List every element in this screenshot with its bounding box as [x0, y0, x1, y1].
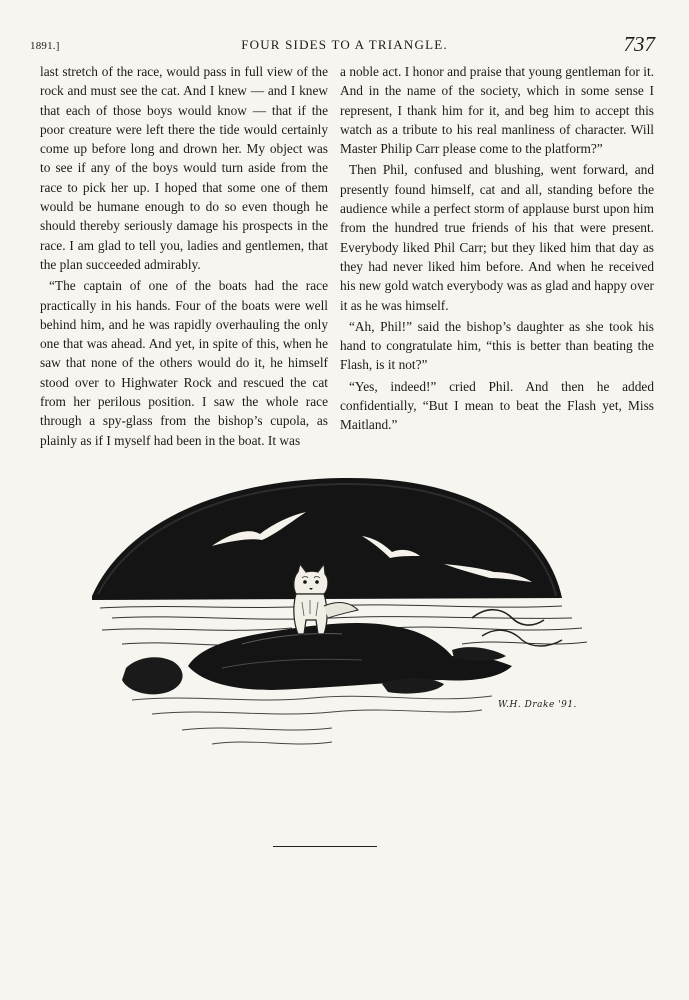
header-title: FOUR SIDES TO A TRIANGLE.: [241, 37, 448, 52]
rock: [122, 657, 183, 694]
left-column: [40, 62, 328, 452]
running-header: [30, 32, 659, 58]
paragraph: “The captain of one of the boats had the race practically in his hands. Four of the boats were well behind him, and he was rapidly overhauling the only one that was ahead. And yet, in spite of this, when he saw that none of the others would do it, he himself stood over to Highwater Rock and rescued the cat from her perilous position. I saw the whole race through a spy-glass from the bishop’s cupola, as plainly as if I myself had been in the boat. It was: [40, 278, 328, 448]
paragraph: “Yes, indeed!” cried Phil. And then he added confidentially, “But I mean to beat the Flash yet, Miss Maitland.”: [340, 378, 654, 433]
paragraph: Then Phil, confused and blushing, went forward, and presently found himself, cat and all, standing before the audience while a perfect storm of applause burst upon him from the hundred true friends of his that were present. Everybody liked Phil Carr; but they liked him that day as they had never liked him before. And when he received his new gold watch everybody was as glad and happy over it as he was himself.: [340, 162, 654, 313]
section-divider: [273, 846, 377, 847]
page-number: 737: [623, 32, 655, 56]
right-column: [340, 62, 654, 437]
rock: [452, 647, 506, 661]
cat-on-rock-illustration: [92, 468, 592, 758]
header-year: 1891.]: [30, 40, 60, 52]
paragraph: last stretch of the race, would pass in full view of the rock and must see the cat. And I knew — and I knew that each of those boys would know — that if the poor creature were left there the tide would certainly come up before long and drown her. My object was to see if any of the boys would turn aside from the race to pick her up. I hoped that some one of them would be humane enough to do so even though he should thereby seriously damage his prospects in the race. I am glad to tell you, ladies and gentlemen, that the plan succeeded admirably.: [40, 64, 328, 272]
paragraph: a noble act. I honor and praise that young gentleman for it. And in the name of the society, which in some sense I represent, I thank him for it, and beg him to accept this watch as a tribute to his real manliness of character. Will Master Philip Carr please come to the platform?”: [340, 64, 654, 157]
artist-signature: W.H. Drake '91.: [498, 700, 577, 710]
paragraph: “Ah, Phil!” said the bishop’s daughter as she took his hand to congratulate him, “this is better than beating the Flash, is it not?”: [340, 318, 654, 373]
